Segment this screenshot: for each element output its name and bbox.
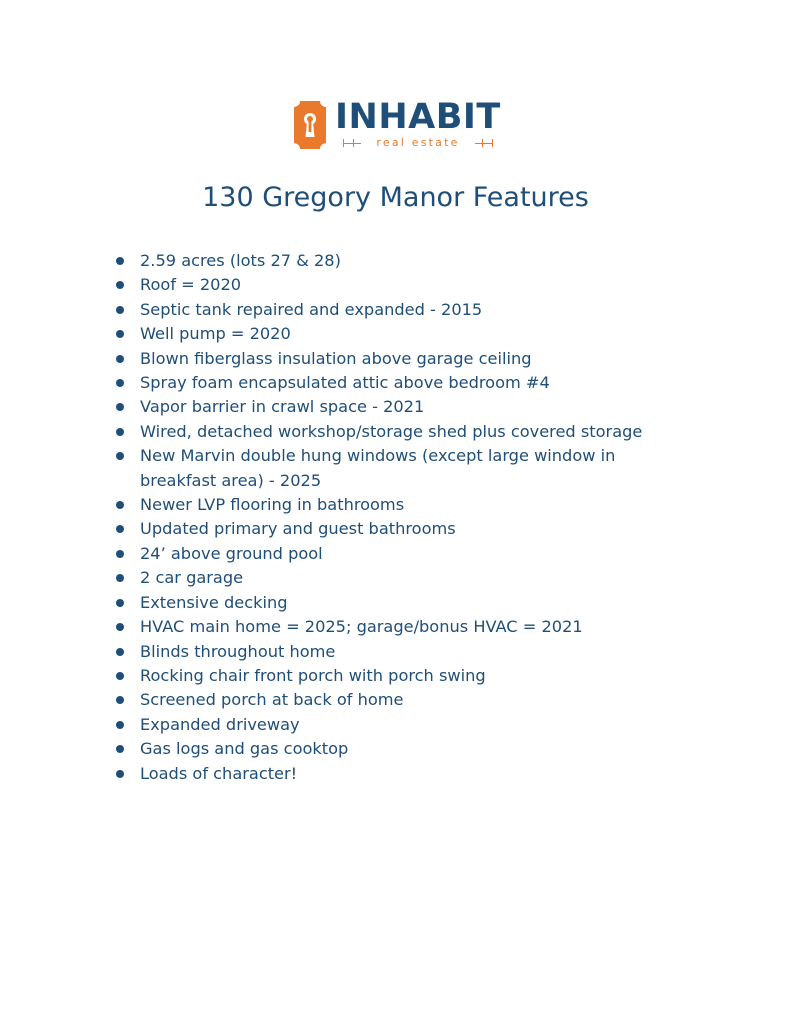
feature-text: Gas logs and gas cooktop (140, 739, 349, 759)
bullet-icon (116, 672, 124, 680)
feature-text: Extensive decking (140, 592, 288, 612)
feature-text: Screened porch at back of home (140, 690, 404, 710)
feature-text: Septic tank repaired and expanded - 2015 (140, 299, 483, 319)
bullet-icon (116, 330, 124, 338)
feature-text: Newer LVP flooring in bathrooms (140, 495, 405, 515)
feature-text: 2.59 acres (lots 27 & 28) (140, 251, 341, 270)
feature-text: New Marvin double hung windows (except large window in breakfast area) - 2025 (140, 446, 616, 490)
bullet-icon (116, 648, 124, 656)
feature-item (115, 322, 675, 346)
bullet-icon (116, 257, 124, 265)
feature-item (115, 737, 675, 761)
logo-wordmark: INHABIT (335, 97, 501, 137)
bullet-icon (116, 574, 124, 582)
feature-item (115, 713, 675, 737)
feature-text: Rocking chair front porch with porch swing (140, 665, 486, 685)
bullet-icon (116, 379, 124, 387)
feature-text: 24’ above ground pool (140, 543, 323, 563)
keyhole-icon (293, 100, 327, 150)
feature-item (115, 591, 675, 615)
features-list (115, 249, 675, 786)
feature-text: Roof = 2020 (140, 275, 242, 295)
feature-item (115, 273, 675, 297)
feature-item (115, 249, 675, 273)
feature-item (115, 566, 675, 590)
bullet-icon (116, 281, 124, 289)
feature-text: Blinds throughout home (140, 641, 336, 661)
bullet-icon (116, 623, 124, 631)
feature-text: Blown fiberglass insulation above garage ceiling (140, 348, 532, 368)
feature-text: Wired, detached workshop/storage shed plus covered storage (140, 421, 643, 441)
feature-item (115, 395, 675, 419)
feature-text: Spray foam encapsulated attic above bedroom #4 (140, 373, 550, 393)
feature-item (115, 762, 675, 786)
feature-text: Updated primary and guest bathrooms (140, 519, 456, 539)
feature-item (115, 298, 675, 322)
feature-item (115, 517, 675, 541)
feature-item (115, 615, 675, 639)
bullet-icon (116, 306, 124, 314)
bullet-icon (116, 599, 124, 607)
feature-text: Well pump = 2020 (140, 324, 291, 344)
page-title: 130 Gregory Manor Features (202, 182, 589, 213)
feature-item (115, 664, 675, 688)
bullet-icon (116, 428, 124, 436)
feature-text: Vapor barrier in crawl space - 2021 (140, 397, 425, 417)
bullet-icon (116, 721, 124, 729)
feature-text: Loads of character! (140, 763, 298, 783)
feature-item (115, 371, 675, 395)
bullet-icon (116, 452, 124, 460)
bullet-icon (116, 501, 124, 509)
bullet-icon (116, 525, 124, 533)
feature-item (115, 640, 675, 664)
bullet-icon (116, 403, 124, 411)
feature-item (115, 444, 675, 493)
bullet-icon (116, 550, 124, 558)
feature-item (115, 688, 675, 712)
feature-text: Expanded driveway (140, 714, 300, 734)
feature-item (115, 493, 675, 517)
bullet-icon (116, 770, 124, 778)
bullet-icon (116, 696, 124, 704)
logo-tagline-text: real estate (376, 136, 460, 149)
feature-text: 2 car garage (140, 568, 244, 588)
bullet-icon (116, 745, 124, 753)
feature-item (115, 420, 675, 444)
bullet-icon (116, 355, 124, 363)
tagline-rule-right (475, 143, 493, 144)
feature-item (115, 542, 675, 566)
logo-tagline (341, 136, 495, 150)
feature-text: HVAC main home = 2025; garage/bonus HVAC = 2021 (140, 617, 583, 637)
feature-item (115, 347, 675, 371)
inhabit-logo (293, 98, 503, 156)
